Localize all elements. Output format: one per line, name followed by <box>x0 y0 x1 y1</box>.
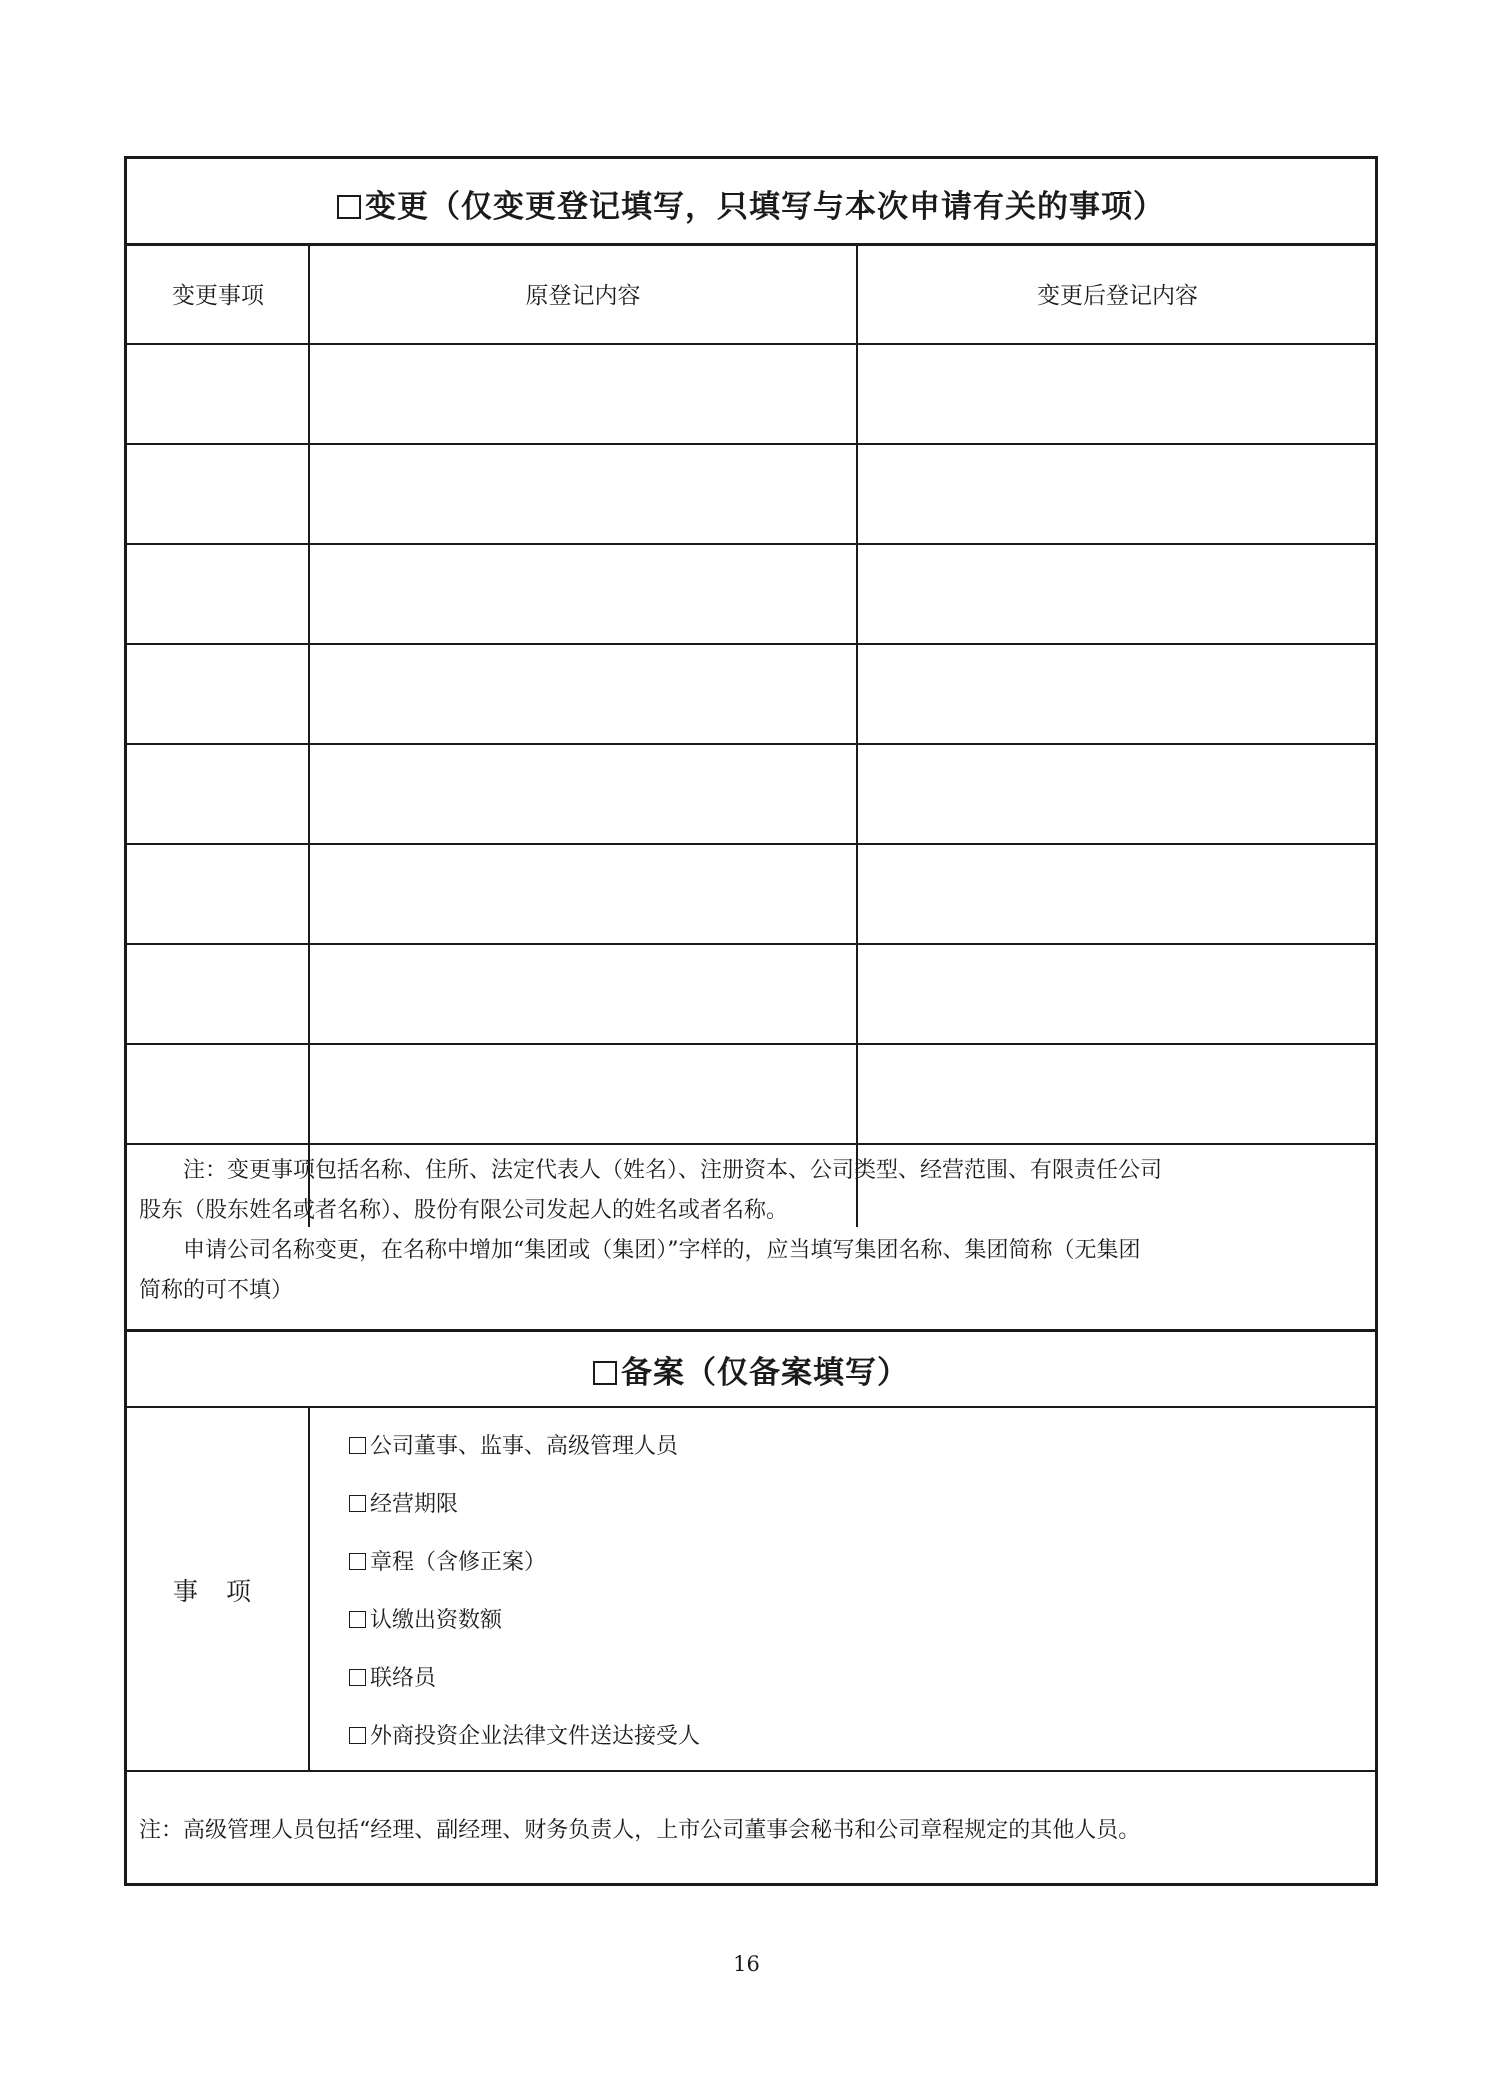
filing-option[interactable] <box>349 1661 436 1692</box>
filing-note: 注：高级管理人员包括“经理、副经理、财务负责人，上市公司董事会秘书和公司章程规定的其他人员。 <box>139 1818 1141 1843</box>
change-section-title <box>127 181 1375 226</box>
note-line: 申请公司名称变更，在名称中增加“集团或（集团）”字样的，应当填写集团名称、集团简称（无集团 <box>183 1238 1141 1263</box>
column-divider <box>308 1406 310 1770</box>
filing-option-label: 章程（含修正案） <box>370 1550 547 1575</box>
filing-option-label: 经营期限 <box>370 1492 459 1517</box>
divider <box>127 1770 1375 1772</box>
col-header-original: 原登记内容 <box>525 283 641 309</box>
checkbox[interactable] <box>349 1553 366 1570</box>
form-frame <box>124 156 1378 1886</box>
note-line: 简称的可不填） <box>139 1278 294 1303</box>
filing-option-label: 认缴出资数额 <box>370 1608 503 1633</box>
filing-option-label: 公司董事、监事、高级管理人员 <box>370 1434 679 1459</box>
filing-option[interactable] <box>349 1603 502 1634</box>
page-number: 16 <box>733 1952 760 1976</box>
filing-section-title <box>127 1347 1375 1392</box>
filing-option[interactable] <box>349 1429 678 1460</box>
change-title-text: 变更（仅变更登记填写，只填写与本次申请有关的事项） <box>365 189 1165 225</box>
checkbox[interactable] <box>349 1437 366 1454</box>
filing-option-label: 联络员 <box>370 1666 437 1691</box>
filing-option[interactable] <box>349 1719 700 1750</box>
filing-option[interactable] <box>349 1487 458 1518</box>
divider <box>127 243 1375 246</box>
filing-option[interactable] <box>349 1545 546 1576</box>
note-line: 股东（股东姓名或者名称）、股份有限公司发起人的姓名或者名称。 <box>139 1198 789 1223</box>
checkbox[interactable] <box>349 1727 366 1744</box>
filing-item-label: 事项 <box>173 1577 280 1606</box>
table-row-divider <box>127 1143 1375 1145</box>
filing-option-label: 外商投资企业法律文件送达接受人 <box>370 1724 701 1749</box>
checkbox[interactable] <box>349 1669 366 1686</box>
table-cells-blank[interactable] <box>127 345 1378 1141</box>
divider <box>127 1406 1375 1408</box>
col-header-item: 变更事项 <box>172 283 264 309</box>
checkbox[interactable] <box>349 1495 366 1512</box>
checkbox[interactable] <box>349 1611 366 1628</box>
filing-checkbox[interactable] <box>593 1361 617 1385</box>
change-note <box>139 1151 1369 1311</box>
filing-title-text: 备案（仅备案填写） <box>621 1355 909 1391</box>
section-divider <box>127 1329 1375 1332</box>
note-line: 注：变更事项包括名称、住所、法定代表人（姓名）、注册资本、公司类型、经营范围、有限责任公司 <box>183 1158 1163 1183</box>
change-checkbox[interactable] <box>337 195 361 219</box>
col-header-new: 变更后登记内容 <box>1037 283 1198 309</box>
